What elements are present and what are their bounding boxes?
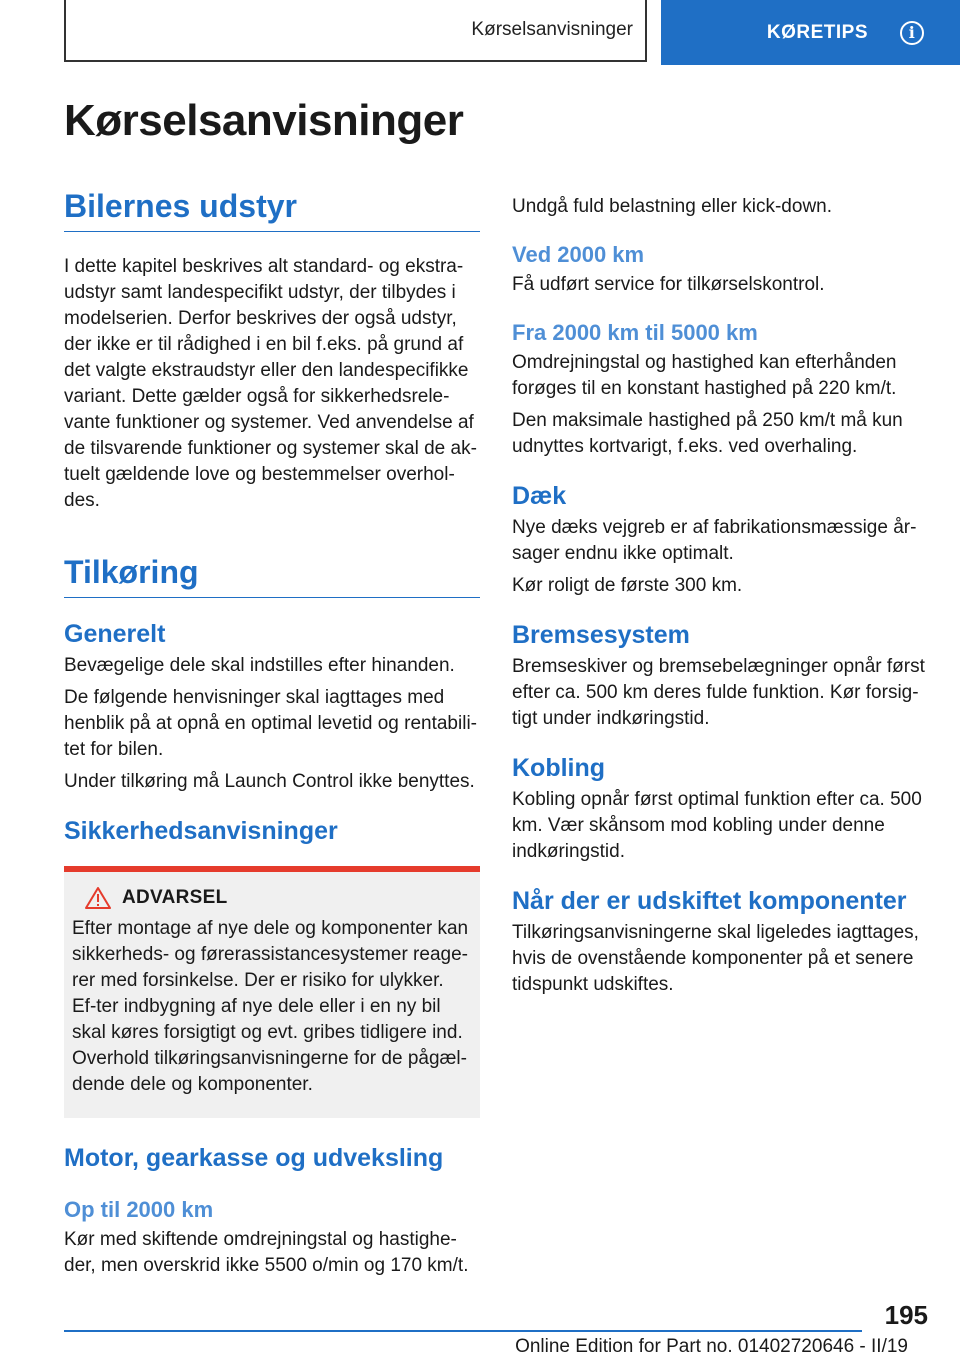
warning-title: ADVARSEL	[122, 887, 228, 908]
paragraph-kobling: Kobling opnår først optimal funktion efter ca. 500 km. Vær skånsom mod kobling under denne indkøringstid.	[512, 789, 922, 862]
heading-bilernes-udstyr: Bilernes udstyr	[64, 188, 480, 232]
heading-tilkoring: Tilkøring	[64, 554, 480, 598]
paragraph-generelt-3: Under tilkøring må Launch Control ikke benyttes.	[64, 771, 475, 792]
info-icon[interactable]: i	[900, 21, 924, 45]
heading-kobling: Kobling	[512, 754, 606, 782]
warning-box	[64, 866, 480, 1118]
header-section-title	[64, 0, 647, 62]
heading-bremsesystem: Bremsesystem	[512, 621, 690, 649]
paragraph-op-til-2000: Kør med skiftende omdrejningstal og hastighe-der, men overskrid ikke 5500 o/min og 170 km/t.	[64, 1229, 469, 1276]
heading-udskiftet-komponenter: Når der er udskiftet komponenter	[512, 887, 907, 915]
heading-generelt: Generelt	[64, 620, 166, 648]
heading-fra-2000-til-5000: Fra 2000 km til 5000 km	[512, 320, 758, 345]
warning-header	[72, 886, 472, 910]
paragraph-bilernes-udstyr: I dette kapitel beskrives alt standard- og ekstra-udstyr samt landespecifikt udstyr, der tilbydes i modelserien. Derfor beskrives der også udstyr, der ikke er til rådighed i en bil f.eks. på grund af det valgte ekstraudstyr eller den landespecifikke variant. Dette gælder også for sikkerhedsrele-vante funktioner og systemer. Ved anvendelse af de tilsvarende funktioner og systemer skal de ak-tuelt gældende love og bestemmelser overhol-des.	[64, 256, 477, 511]
paragraph-fra-2000-1: Omdrejningstal og hastighed kan efterhånden forøges til en konstant hastighed på 220 km/t.	[512, 352, 897, 399]
warning-text: Efter montage af nye dele og komponenter kan sikkerheds- og førerassistancesystemer reage-rer med forsinkelse. Der er risiko for ulykker. Ef-ter indbygning af nye dele eller i en ny bil skal køres forsigtigt og evt. gribes tidligere ind. Overhold tilkøringsanvisningerne for de pågæl-dende dele og komponenter.	[72, 918, 469, 1095]
page-title: Kørselsanvisninger	[64, 96, 464, 145]
header-chapter-tab[interactable]	[661, 0, 960, 65]
header-chapter-label: KØRETIPS	[766, 21, 868, 43]
warning-icon	[84, 886, 112, 910]
paragraph-fra-2000-2: Den maksimale hastighed på 250 km/t må kun udnyttes kortvarigt, f.eks. ved overhaling.	[512, 410, 903, 457]
heading-ved-2000: Ved 2000 km	[512, 242, 645, 267]
right-column	[512, 194, 928, 998]
heading-motor-gearkasse: Motor, gearkasse og udveksling	[64, 1144, 444, 1172]
paragraph-ved-2000: Få udført service for tilkørselskontrol.	[512, 274, 825, 295]
paragraph-daek-1: Nye dæks vejgreb er af fabrikationsmæssige år-sager endnu ikke optimalt.	[512, 517, 917, 564]
left-column	[64, 188, 480, 1279]
paragraph-daek-2: Kør roligt de første 300 km.	[512, 575, 743, 596]
paragraph-generelt-1: Bevægelige dele skal indstilles efter hinanden.	[64, 655, 455, 676]
heading-op-til-2000: Op til 2000 km	[64, 1197, 214, 1222]
heading-daek: Dæk	[512, 482, 567, 510]
paragraph-op-til-2000-2: Undgå fuld belastning eller kick-down.	[512, 196, 833, 217]
paragraph-udskiftet-komponenter: Tilkøringsanvisningerne skal ligeledes iagttages, hvis de ovenstående komponenter på et senere tidspunkt udskiftes.	[512, 922, 919, 995]
page-number: 195	[884, 1300, 928, 1330]
paragraph-bremsesystem: Bremseskiver og bremsebelægninger opnår først efter ca. 500 km deres fulde funktion. Kør forsig-tigt under indkøringstid.	[512, 656, 925, 729]
footer-divider	[64, 1330, 862, 1332]
footer-edition: Online Edition for Part no. 01402720646 - II/19	[515, 1336, 908, 1357]
header-section-label: Kørselsanvisninger	[471, 19, 633, 40]
heading-sikkerhedsanvisninger: Sikkerhedsanvisninger	[64, 817, 338, 845]
paragraph-generelt-2: De følgende henvisninger skal iagttages med henblik på at opnå en optimal levetid og rentabili-tet for bilen.	[64, 687, 477, 760]
